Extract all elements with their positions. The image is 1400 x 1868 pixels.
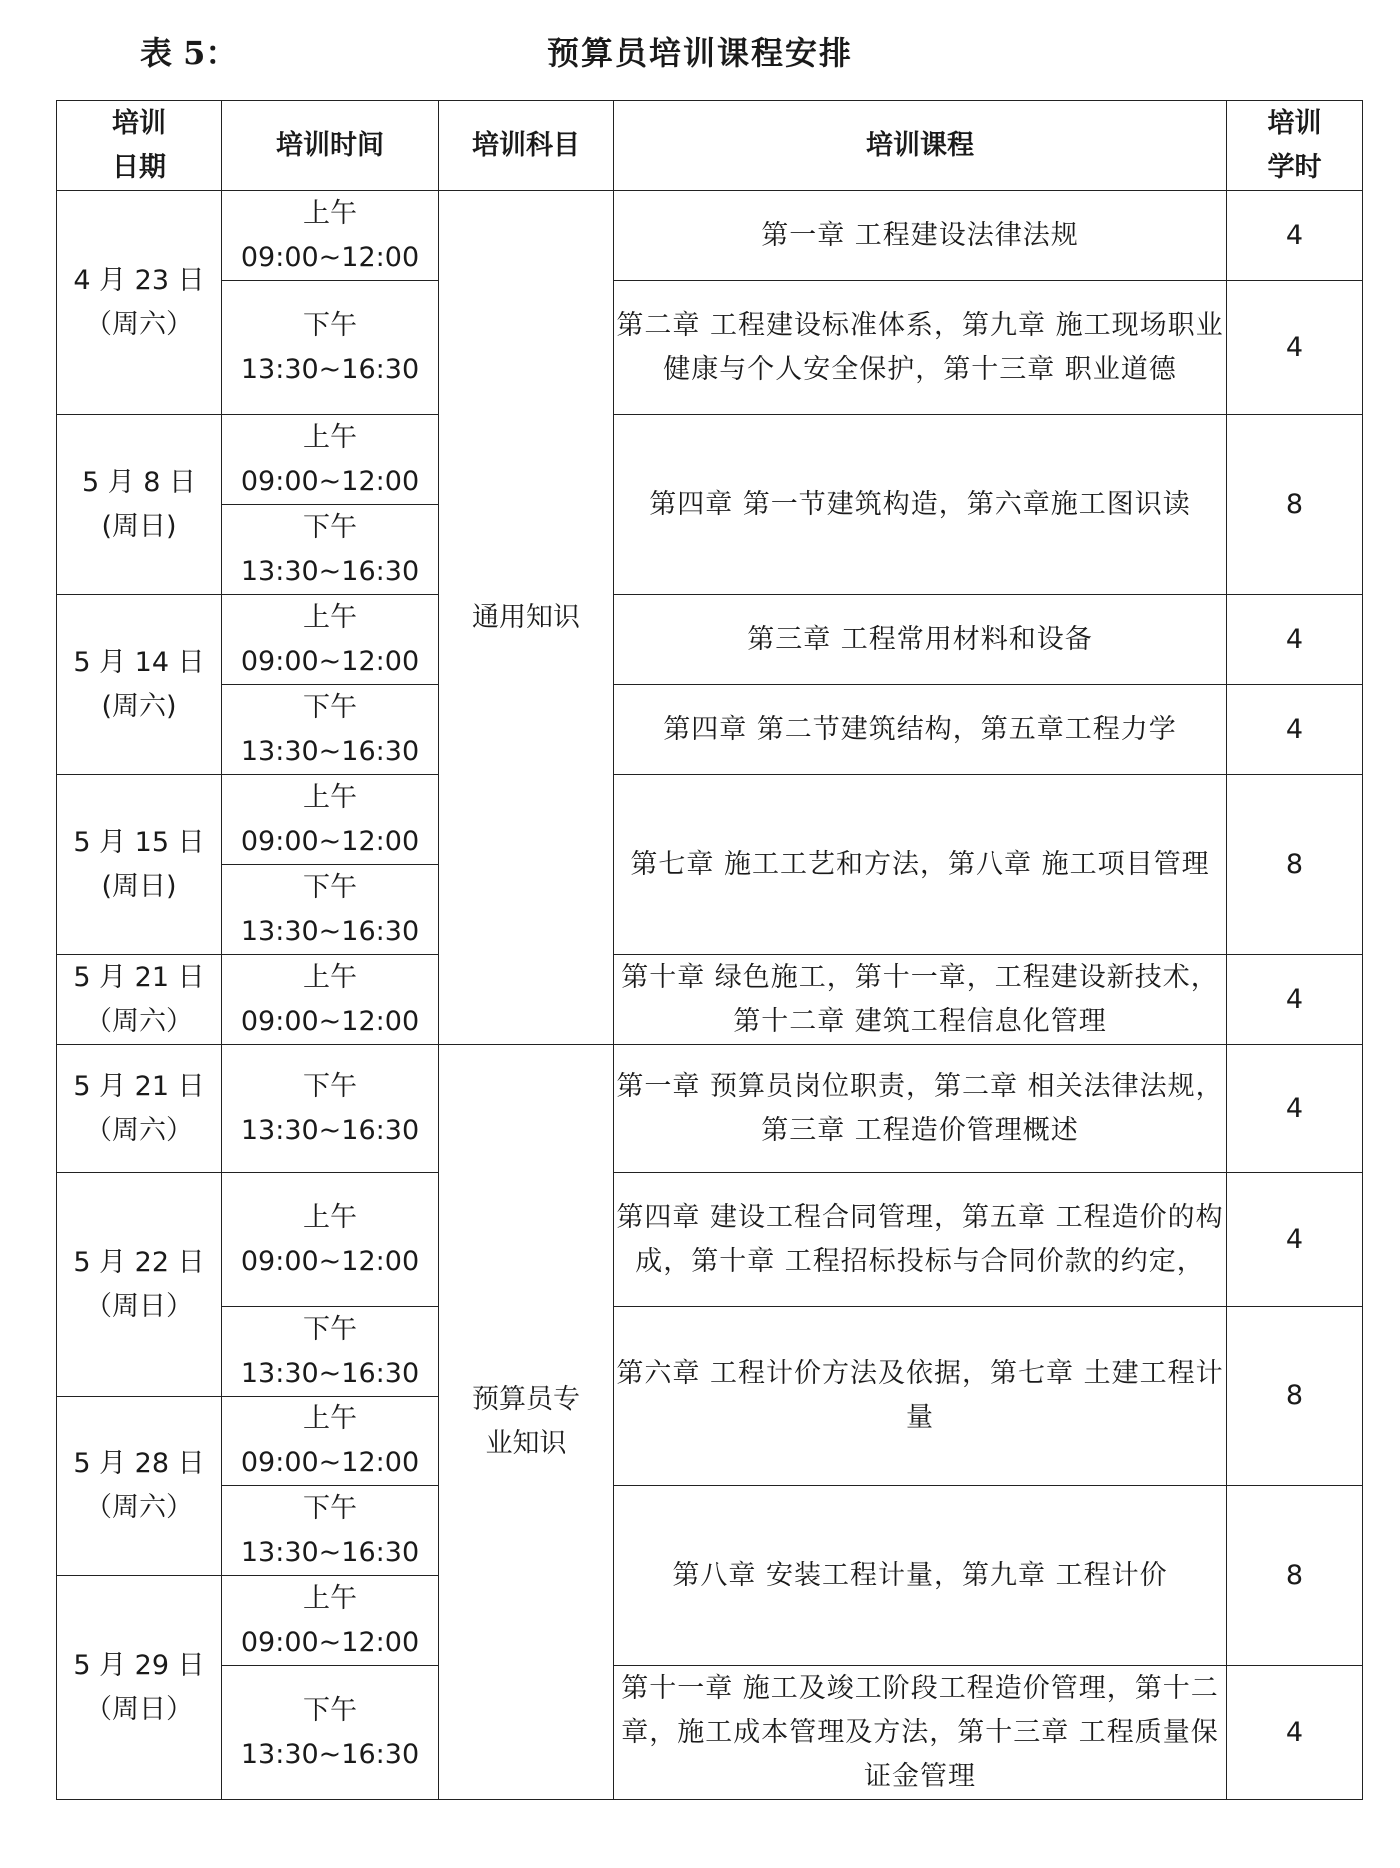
course-cell: 第四章 第一节建筑构造，第六章施工图识读 <box>614 415 1227 595</box>
course-cell: 第四章 第二节建筑结构，第五章工程力学 <box>614 685 1227 775</box>
date-cell: 4 月 23 日 （周六） <box>57 191 222 415</box>
header-subject: 培训科目 <box>439 101 614 191</box>
course-cell: 第六章 工程计价方法及依据，第七章 土建工程计量 <box>614 1307 1227 1486</box>
hours-cell: 8 <box>1227 1486 1363 1666</box>
date-cell: 5 月 28 日 （周六） <box>57 1397 222 1576</box>
time-cell: 上午 09:00~12:00 <box>222 191 439 281</box>
hours-cell: 4 <box>1227 1045 1363 1173</box>
course-cell: 第十一章 施工及竣工阶段工程造价管理，第十二章，施工成本管理及方法，第十三章 工程质量保证金管理 <box>614 1666 1227 1800</box>
table-row <box>57 775 1363 865</box>
table-row <box>57 1307 1363 1397</box>
hours-cell: 4 <box>1227 1173 1363 1307</box>
date-cell: 5 月 29 日 （周日） <box>57 1576 222 1800</box>
hours-cell: 4 <box>1227 955 1363 1045</box>
training-schedule-table <box>56 100 1363 1800</box>
date-cell: 5 月 21 日 （周六） <box>57 1045 222 1173</box>
time-cell: 下午 13:30~16:30 <box>222 685 439 775</box>
time-cell: 上午 09:00~12:00 <box>222 1397 439 1486</box>
date-cell: 5 月 15 日 (周日) <box>57 775 222 955</box>
table-number: 表 5： <box>140 34 238 72</box>
table-row <box>57 1173 1363 1307</box>
table-row <box>57 191 1363 281</box>
time-cell: 上午 09:00~12:00 <box>222 595 439 685</box>
time-cell: 下午 13:30~16:30 <box>222 1307 439 1397</box>
header-time: 培训时间 <box>222 101 439 191</box>
time-cell: 上午 09:00~12:00 <box>222 415 439 505</box>
time-cell: 下午 13:30~16:30 <box>222 505 439 595</box>
date-cell: 5 月 8 日 (周日) <box>57 415 222 595</box>
hours-cell: 8 <box>1227 1307 1363 1486</box>
course-cell: 第八章 安装工程计量，第九章 工程计价 <box>614 1486 1227 1666</box>
date-cell: 5 月 21 日 （周六） <box>57 955 222 1045</box>
time-cell: 下午 13:30~16:30 <box>222 865 439 955</box>
table-row <box>57 281 1363 415</box>
course-cell: 第七章 施工工艺和方法，第八章 施工项目管理 <box>614 775 1227 955</box>
course-cell: 第三章 工程常用材料和设备 <box>614 595 1227 685</box>
table-title: 预算员培训课程安排 <box>546 34 853 72</box>
date-cell: 5 月 14 日 (周六) <box>57 595 222 775</box>
hours-cell: 8 <box>1227 775 1363 955</box>
hours-cell: 4 <box>1227 685 1363 775</box>
hours-cell: 4 <box>1227 1666 1363 1800</box>
table-row <box>57 1486 1363 1576</box>
course-cell: 第二章 工程建设标准体系，第九章 施工现场职业健康与个人安全保护，第十三章 职业道德 <box>614 281 1227 415</box>
course-cell: 第一章 预算员岗位职责，第二章 相关法律法规，第三章 工程造价管理概述 <box>614 1045 1227 1173</box>
hours-cell: 4 <box>1227 191 1363 281</box>
table-row <box>57 685 1363 775</box>
table-row <box>57 595 1363 685</box>
time-cell: 下午 13:30~16:30 <box>222 1666 439 1800</box>
time-cell: 上午 09:00~12:00 <box>222 955 439 1045</box>
header-date: 培训 日期 <box>57 101 222 191</box>
course-cell: 第一章 工程建设法律法规 <box>614 191 1227 281</box>
table-row <box>57 1666 1363 1800</box>
table-row <box>57 415 1363 505</box>
time-cell: 上午 09:00~12:00 <box>222 1173 439 1307</box>
subject-professional: 预算员专业知识 <box>439 1045 614 1800</box>
header-course: 培训课程 <box>614 101 1227 191</box>
time-cell: 下午 13:30~16:30 <box>222 281 439 415</box>
header-row <box>57 101 1363 191</box>
hours-cell: 4 <box>1227 595 1363 685</box>
date-cell: 5 月 22 日 （周日） <box>57 1173 222 1397</box>
hours-cell: 8 <box>1227 415 1363 595</box>
time-cell: 下午 13:30~16:30 <box>222 1045 439 1173</box>
table-row <box>57 955 1363 1045</box>
time-cell: 下午 13:30~16:30 <box>222 1486 439 1576</box>
subject-general: 通用知识 <box>439 191 614 1045</box>
time-cell: 上午 09:00~12:00 <box>222 775 439 865</box>
hours-cell: 4 <box>1227 281 1363 415</box>
course-cell: 第十章 绿色施工，第十一章，工程建设新技术，第十二章 建筑工程信息化管理 <box>614 955 1227 1045</box>
course-cell: 第四章 建设工程合同管理，第五章 工程造价的构成，第十章 工程招标投标与合同价款的约定， <box>614 1173 1227 1307</box>
time-cell: 上午 09:00~12:00 <box>222 1576 439 1666</box>
table-row <box>57 1045 1363 1173</box>
header-hours: 培训 学时 <box>1227 101 1363 191</box>
